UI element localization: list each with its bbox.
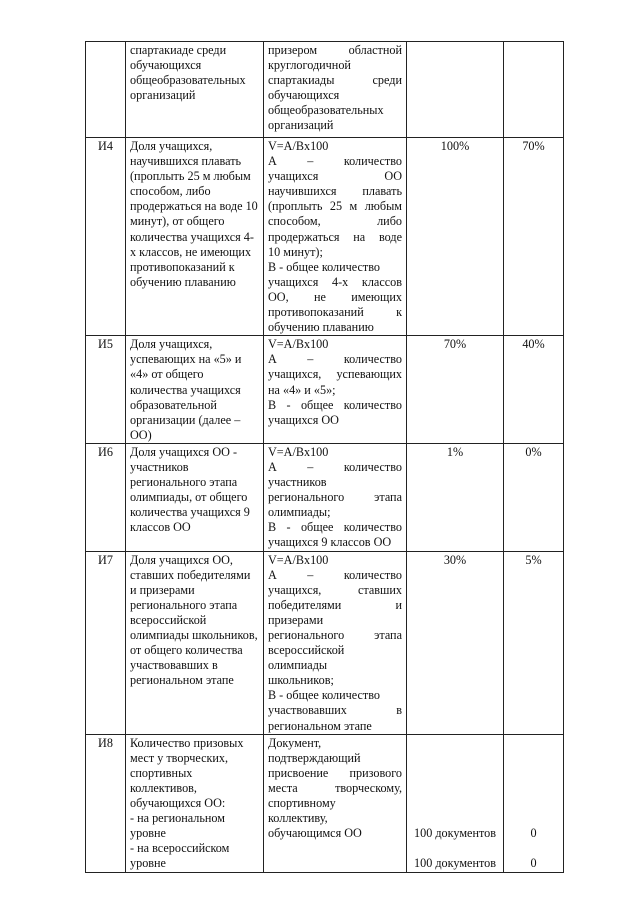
table-row <box>86 336 564 444</box>
calculation-method <box>264 734 407 872</box>
formula-line: способом, либо <box>268 214 402 229</box>
table-row <box>86 138 564 336</box>
calculation-method <box>264 443 407 551</box>
indicator-code: И8 <box>86 734 126 872</box>
formula-line: организаций <box>268 118 334 133</box>
formula-line: участвовавших в <box>268 703 402 718</box>
target-value-cell <box>407 42 504 138</box>
formula-line: V=A/Bx100 <box>268 552 329 567</box>
target-value-cell: 100% <box>407 138 504 336</box>
calculation-method <box>264 336 407 444</box>
formula-line: V=A/Bx100 <box>268 139 329 153</box>
current-value <box>508 751 559 766</box>
indicator-code: И4 <box>86 138 126 336</box>
target-value <box>411 766 499 781</box>
formula-line: обучению плаванию <box>268 320 374 335</box>
formula-line: ОО, не имеющих <box>268 289 402 304</box>
current-value <box>508 841 559 856</box>
formula-line: научившихся плавать <box>268 184 402 199</box>
formula-line: победителями и <box>268 597 402 612</box>
formula-line: учащихся ОО <box>268 169 402 184</box>
formula-line: V=A/Bx100 <box>268 444 329 459</box>
formula-line: В - общее количество <box>268 259 381 274</box>
formula-line: участников <box>268 475 327 490</box>
formula-line: учащихся, успевающих <box>268 367 402 382</box>
target-value-cell: 70% <box>407 336 504 444</box>
target-value <box>411 736 499 751</box>
formula-line: обучающимся ОО <box>268 826 362 841</box>
formula-line: учащихся 9 классов ОО <box>268 535 392 550</box>
formula-line: олимпиады; <box>268 505 331 520</box>
target-value-cell: 30% <box>407 551 504 734</box>
formula-line: продержаться на воде <box>268 229 402 244</box>
table-row <box>86 443 564 551</box>
formula-line: присвоение призового <box>268 765 402 780</box>
formula-line: обучающихся <box>268 88 340 103</box>
formula-line: учащихся ОО <box>268 412 339 427</box>
formula-line: спортивному <box>268 796 336 811</box>
table-row <box>86 734 564 872</box>
indicator-code <box>86 42 126 138</box>
indicator-name: Доля учащихся ОО - участников регионального этапа олимпиады, от общего количества учащихся 9 классов ОО <box>126 443 264 551</box>
formula-line: В - общее количество <box>268 520 402 535</box>
current-value <box>508 766 559 781</box>
target-value-cell: 1% <box>407 443 504 551</box>
target-value <box>411 841 499 856</box>
formula-line: Документ, <box>268 735 322 750</box>
table-row <box>86 551 564 734</box>
current-value-cell <box>504 734 564 872</box>
formula-line: В - общее количество <box>268 397 402 412</box>
indicator-name: Доля учащихся ОО, ставших победителями и призерами регионального этапа всероссийской олимпиады школьников, от общего количества участвовавших в региональном этапе <box>126 551 264 734</box>
formula-line: А – количество <box>268 352 402 367</box>
target-value <box>411 781 499 796</box>
calculation-method <box>264 551 407 734</box>
formula-line: V=A/Bx100 <box>268 337 329 352</box>
current-value-cell: 5% <box>504 551 564 734</box>
formula-line: призерами <box>268 612 324 627</box>
formula-line: региональном этапе <box>268 718 372 733</box>
target-value <box>411 751 499 766</box>
formula-line: А – количество <box>268 459 402 474</box>
formula-line: (проплыть 25 м любым <box>268 199 402 214</box>
indicator-code: И5 <box>86 336 126 444</box>
formula-line: учащихся 4-х классов <box>268 274 402 289</box>
indicators-table <box>85 41 564 873</box>
current-value <box>508 796 559 811</box>
current-value-cell: 40% <box>504 336 564 444</box>
current-value-cell: 70% <box>504 138 564 336</box>
indicator-name: Доля учащихся, научившихся плавать (проплыть 25 м любым способом, либо продержаться на воде 10 минут), от общего количества учащихся 4-х классов, не имеющих противопоказаний к обучению плаванию <box>126 138 264 336</box>
target-value: 100 документов <box>414 826 496 841</box>
formula-line: всероссийской <box>268 643 345 658</box>
formula-line: на «4» и «5»; <box>268 382 336 397</box>
formula-line: олимпиады <box>268 658 328 673</box>
formula-line: В - общее количество <box>268 688 381 703</box>
formula-line: регионального этапа <box>268 490 402 505</box>
formula-line: А – количество <box>268 154 402 169</box>
formula-line: 10 минут); <box>268 244 323 259</box>
current-value <box>508 781 559 796</box>
formula-line: спартакиады среди <box>268 73 402 88</box>
calculation-method <box>264 42 407 138</box>
formula-line: школьников; <box>268 673 334 688</box>
current-value-cell <box>504 42 564 138</box>
formula-line: общеобразовательных <box>268 103 384 118</box>
target-value <box>411 811 499 826</box>
current-value: 0 <box>530 826 537 841</box>
formula-line: призером областной <box>268 43 402 57</box>
formula-line: противопоказаний к <box>268 305 402 320</box>
formula-line: места творческому, <box>268 780 402 795</box>
current-value <box>508 736 559 751</box>
current-value <box>508 811 559 826</box>
formula-line: коллективу, <box>268 811 328 826</box>
current-value-cell: 0% <box>504 443 564 551</box>
formula-line: круглогодичной <box>268 58 351 73</box>
formula-line: подтверждающий <box>268 750 361 765</box>
formula-line: регионального этапа <box>268 628 402 642</box>
indicator-code: И6 <box>86 443 126 551</box>
indicator-name: спартакиаде среди обучающихся общеобразовательных организаций <box>126 42 264 138</box>
indicator-name: Количество призовых мест у творческих, спортивных коллективов, обучающихся ОО: - на региональном уровне - на всероссийском уровне <box>126 734 264 872</box>
formula-line: А – количество <box>268 567 402 582</box>
table-row <box>86 42 564 138</box>
calculation-method <box>264 138 407 336</box>
indicator-code: И7 <box>86 551 126 734</box>
target-value <box>411 796 499 811</box>
target-value-cell <box>407 734 504 872</box>
formula-line: учащихся, ставших <box>268 582 402 597</box>
indicator-name: Доля учащихся, успевающих на «5» и «4» от общего количества учащихся образовательной организации (далее – ОО) <box>126 336 264 444</box>
target-value: 100 документов <box>414 856 496 871</box>
current-value: 0 <box>530 856 537 871</box>
